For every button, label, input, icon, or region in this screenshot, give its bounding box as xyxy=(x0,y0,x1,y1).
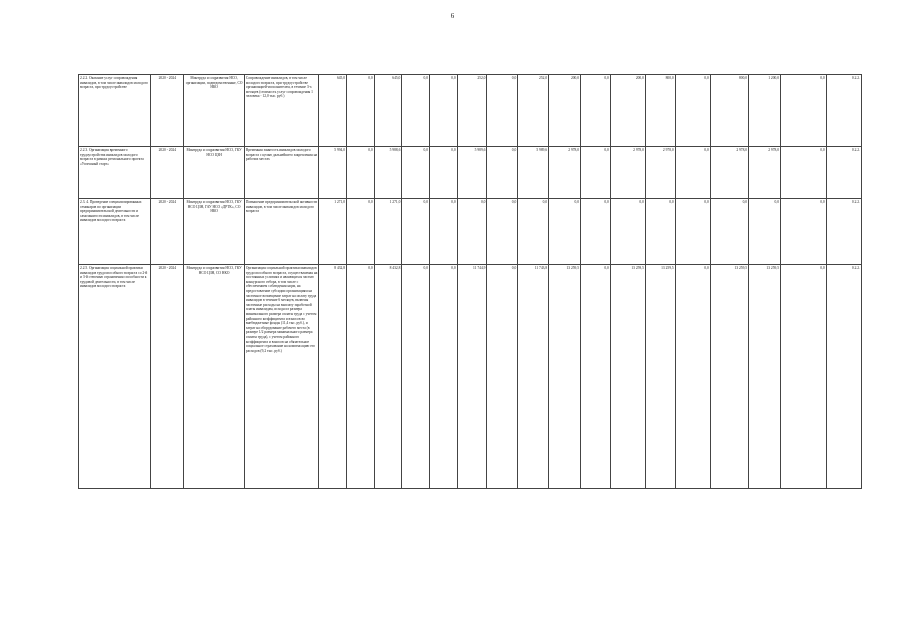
value-cell: 13 259,5 xyxy=(549,265,581,489)
value-cell: 0,0 xyxy=(549,199,581,265)
value-cell: 2 978,0 xyxy=(645,147,675,199)
executor-cell: Минтруда и соцразвития НСО, ГКУ НСО ЦЗН xyxy=(184,147,245,199)
value-cell: 0,0 xyxy=(347,199,375,265)
value-cell: 0,0 xyxy=(781,147,827,199)
indicator-cell: Повышение предпринимательской активности инвалидов, в том числе инвалидов молодого возраста xyxy=(244,199,318,265)
value-cell: 0,0 xyxy=(749,199,781,265)
value-cell: 0,0 xyxy=(581,147,611,199)
value-cell: 5 989,6 xyxy=(457,147,487,199)
measure-name-cell: 2.3. 4. Проведение специализированных семинаров по организации предпринимательской деятельности и самозанятости инвалидов, в том числе инвалидов молодого возраста xyxy=(79,199,151,265)
value-cell: 0,0 xyxy=(675,147,710,199)
value-cell: 252,0 xyxy=(518,75,549,147)
value-cell: 0,0 xyxy=(430,265,458,489)
value-cell: 2 978,0 xyxy=(549,147,581,199)
measure-name-cell: 2.2.3. Организация временного трудоустройства инвалидов молодого возраста в рамках регионального проекта «Успешный старт» xyxy=(79,147,151,199)
program-measures-table xyxy=(78,74,862,489)
value-cell: 0,0 xyxy=(675,199,710,265)
value-cell: 8 432,8 xyxy=(319,265,347,489)
value-cell: 0,0 xyxy=(487,147,518,199)
value-cell: 0,0 xyxy=(487,75,518,147)
code-cell: 0.2.2. xyxy=(826,199,861,265)
value-cell: 0,0 xyxy=(430,147,458,199)
value-cell: 0,0 xyxy=(347,265,375,489)
value-cell: 0,0 xyxy=(457,199,487,265)
value-cell: 0,0 xyxy=(581,199,611,265)
value-cell: 8 432,8 xyxy=(374,265,402,489)
value-cell: 13 259,5 xyxy=(749,265,781,489)
code-cell: 0.2.2. xyxy=(826,75,861,147)
value-cell: 13 259,5 xyxy=(610,265,645,489)
value-cell: 0,0 xyxy=(430,199,458,265)
value-cell: 2 978,0 xyxy=(710,147,748,199)
value-cell: 2 978,0 xyxy=(749,147,781,199)
period-cell: 2020 - 2024 xyxy=(151,265,184,489)
value-cell: 200,0 xyxy=(549,75,581,147)
measure-name-cell: 2.2.2. Оказание услуг сопровождения инвалидов, в том числе инвалидов молодого возраста, при трудоустройстве xyxy=(79,75,151,147)
value-cell: 0,0 xyxy=(518,199,549,265)
value-cell: 0,0 xyxy=(430,75,458,147)
value-cell: 0,0 xyxy=(347,75,375,147)
value-cell: 13 259,5 xyxy=(710,265,748,489)
measure-name-cell: 2.2.5. Организация социальной практики инвалидов трудоспособного возраста со 2-й и 3-й степенью ограничения способности к трудовой деятельности, в том числе инвалидов молодого возраста xyxy=(79,265,151,489)
value-cell: 800,0 xyxy=(710,75,748,147)
page-number: 6 xyxy=(450,12,455,20)
value-cell: 0,0 xyxy=(487,265,518,489)
value-cell: 0,0 xyxy=(675,75,710,147)
value-cell: 0,0 xyxy=(781,265,827,489)
indicator-cell: Организация социальной практики инвалидов трудоспособного возраста, осуществляемая на постоянных условиях и являющихся частью конкурсного отбора, в том числе с обеспечением соблюдения норм, на предоставление субсидии организациям на частичное возмещение затрат на оплату труда инвалидов в течение 6 месяцев, включая частичные расходы на выплату заработной платы инвалидам, исходя из размера минимального размера оплаты труда с учетом районного коэффициента и взносов во внебюджетные фонды (11,4 тыс. руб.), и затрат на оборудование рабочего места (в размере 1/2 размера минимального размера оплаты труда), с учетом районного коэффициента и взносов на обязательное социальное страхование на компенсацию его расходов (9,2 тыс. руб.) xyxy=(244,265,318,489)
value-cell: 0,0 xyxy=(610,199,645,265)
period-cell: 2020 - 2024 xyxy=(151,199,184,265)
value-cell: 645,0 xyxy=(374,75,402,147)
value-cell: 5 994,0 xyxy=(319,147,347,199)
value-cell: 11 744,9 xyxy=(457,265,487,489)
executor-cell: Минтруда и соцразвития НСО, организации, подведомственные, СО НКО xyxy=(184,75,245,147)
executor-cell: Минтруда и соцразвития НСО, ГКУ НСО ЦЗН, ГАУ НСО «ДРТК», СО НКО xyxy=(184,199,245,265)
period-cell: 2020 - 2024 xyxy=(151,147,184,199)
value-cell: 13 259,5 xyxy=(645,265,675,489)
table-row xyxy=(79,75,862,147)
value-cell: 200,0 xyxy=(610,75,645,147)
value-cell: 0,0 xyxy=(402,199,430,265)
value-cell: 0,0 xyxy=(402,265,430,489)
value-cell: 5 988,6 xyxy=(374,147,402,199)
value-cell: 0,0 xyxy=(781,199,827,265)
table-row xyxy=(79,147,862,199)
value-cell: 1 200,0 xyxy=(749,75,781,147)
value-cell: 5 989,6 xyxy=(518,147,549,199)
value-cell: 645,0 xyxy=(319,75,347,147)
value-cell: 0,0 xyxy=(347,147,375,199)
value-cell: 11 743,8 xyxy=(518,265,549,489)
value-cell: 0,0 xyxy=(402,75,430,147)
value-cell: 0,0 xyxy=(487,199,518,265)
value-cell: 0,0 xyxy=(581,75,611,147)
value-cell: 0,0 xyxy=(645,199,675,265)
code-cell: 0.2.2. xyxy=(826,265,861,489)
period-cell: 2020 - 2024 xyxy=(151,75,184,147)
executor-cell: Минтруда и соцразвития НСО, ГКУ НСО ЦЗН, СО НКО xyxy=(184,265,245,489)
table-row xyxy=(79,199,862,265)
value-cell: 800,0 xyxy=(645,75,675,147)
value-cell: 0,0 xyxy=(781,75,827,147)
value-cell: 2 978,0 xyxy=(610,147,645,199)
value-cell: 0,0 xyxy=(402,147,430,199)
value-cell: 0,0 xyxy=(675,265,710,489)
code-cell: 0.2.2. xyxy=(826,147,861,199)
table-row xyxy=(79,265,862,489)
indicator-cell: Временная занятость инвалидов молодого возраста с целью дальнейшего закрепления на рабочих местах xyxy=(244,147,318,199)
indicator-cell: Сопровождение инвалидов, в том числе молодого возраста, при трудоустройстве организацией-исполнителем, в течение 3-х месяцев (стоимость услуг сопровождения 1 человека - 12,0 тыс. руб.) xyxy=(244,75,318,147)
value-cell: 1 271,0 xyxy=(319,199,347,265)
value-cell: 1 271,0 xyxy=(374,199,402,265)
value-cell: 0,0 xyxy=(710,199,748,265)
value-cell: 252,0 xyxy=(457,75,487,147)
value-cell: 0,0 xyxy=(581,265,611,489)
